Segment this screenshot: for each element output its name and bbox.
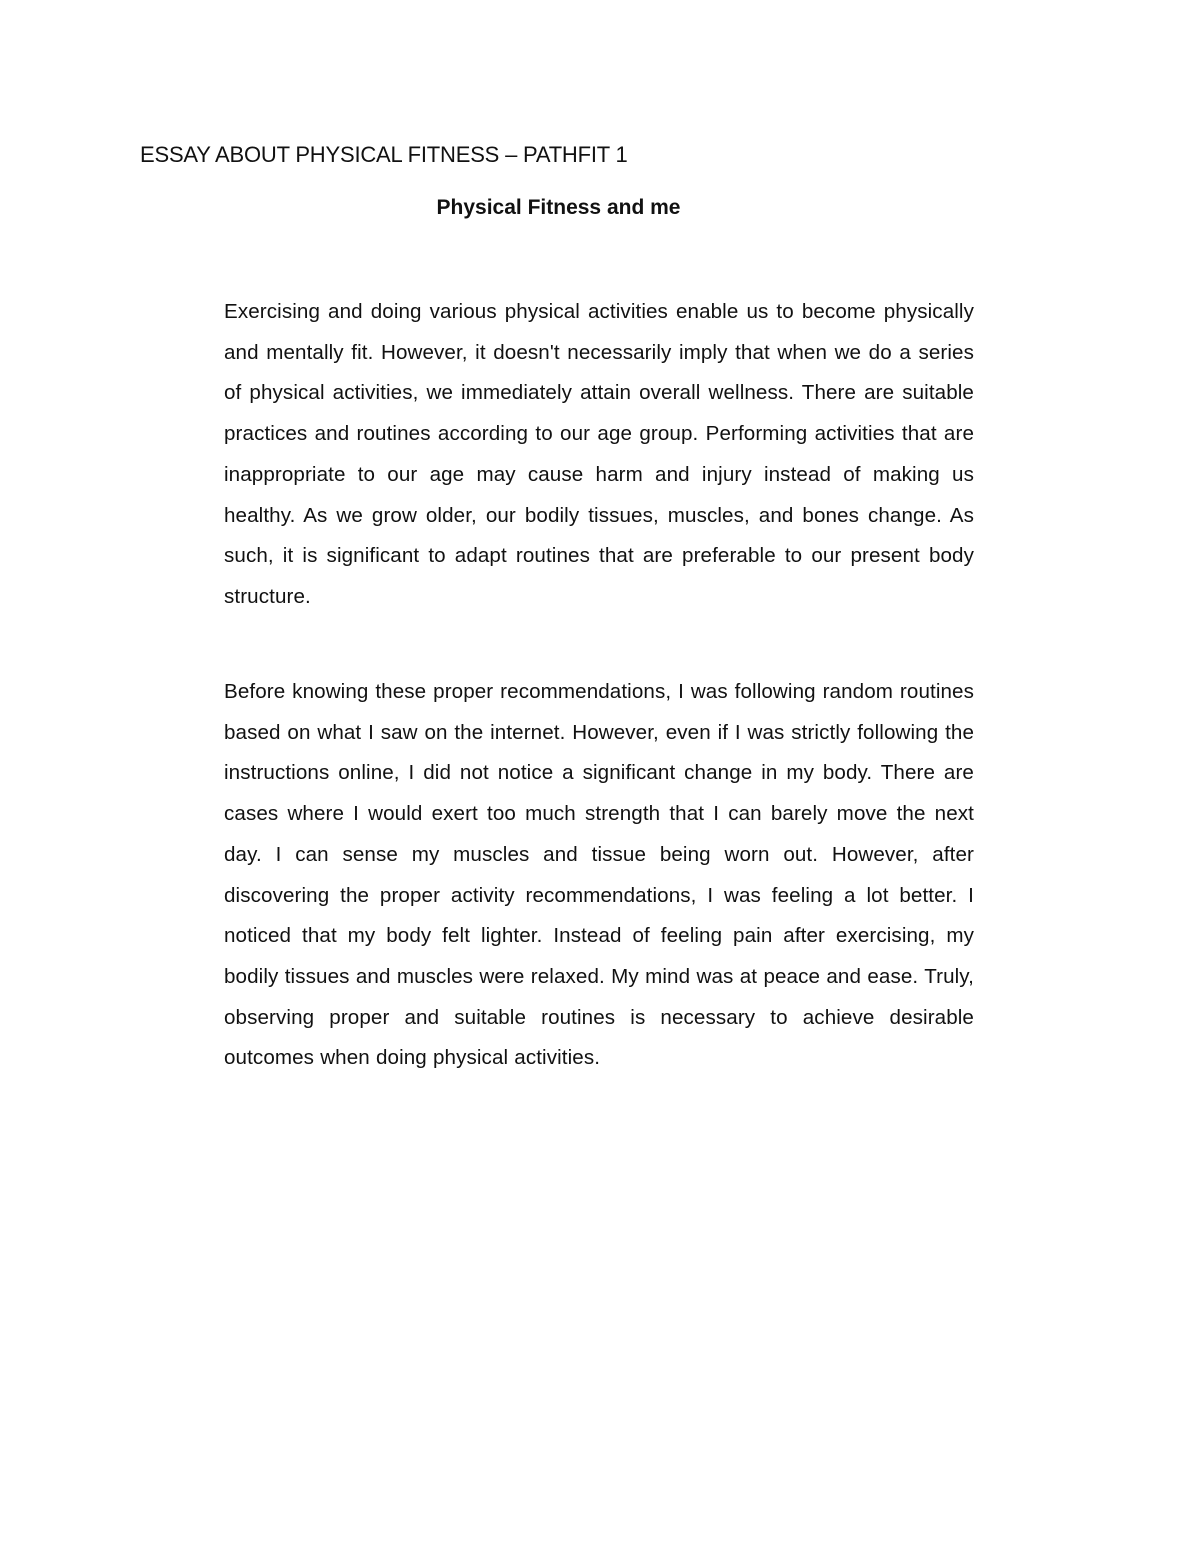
paragraph-2: Before knowing these proper recommendations, I was following random routines based on what I saw on the internet. However, even if I was strictly following the instructions online, I did not notice a significant change in my body. There are cases where I would exert too much strength that I can barely move the next day. I can sense my muscles and tissue being worn out. However, after discovering the proper activity recommendations, I was feeling a lot better. I noticed that my body felt lighter. Instead of feeling pain after exercising, my bodily tissues and muscles were relaxed. My mind was at peace and ease. Truly, observing proper and suitable routines is necessary to achieve desirable outcomes when doing physical activities. (224, 680, 974, 1070)
essay-title: Physical Fitness and me (436, 196, 681, 219)
paragraph-1: Exercising and doing various physical activities enable us to become physically and mentally fit. However, it doesn't necessarily imply that when we do a series of physical activities, we immediately attain overall wellness. There are suitable practices and routines according to our age group. Performing activities that are inappropriate to our age may cause harm and injury instead of making us healthy. As we grow older, our bodily tissues, muscles, and bones change. As such, it is significant to adapt routines that are preferable to our present body structure. (224, 300, 974, 608)
document-header: ESSAY ABOUT PHYSICAL FITNESS – PATHFIT 1 (140, 142, 628, 167)
